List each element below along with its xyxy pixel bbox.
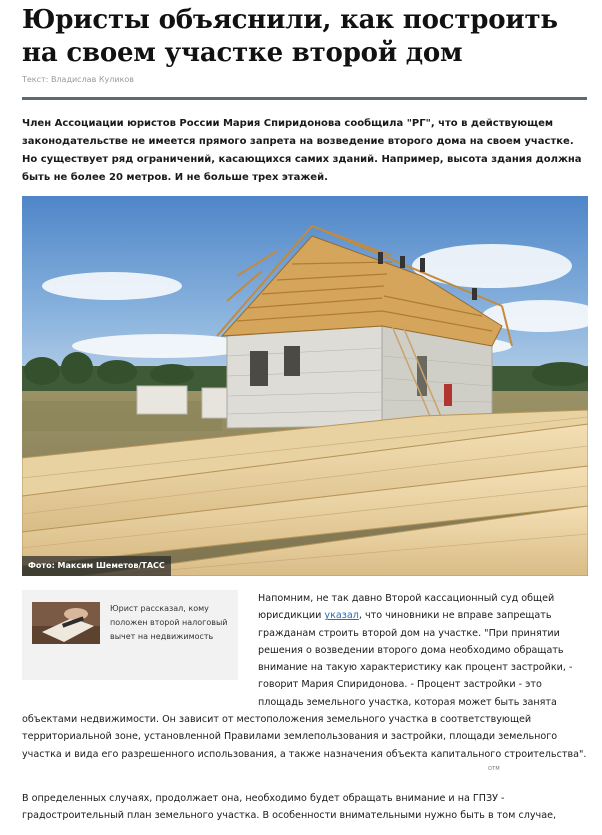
photo-caption: Фото: Максим Шеметов/ТАСС [22, 556, 171, 576]
article-paragraph: В определенных случаях, продолжает она, необходимо будет обращать внимание и на ГПЗУ - градостроительный план земельного участка. В особенности внимательными нужно быть в том случае, [22, 793, 557, 822]
ad-marker[interactable]: ОТМ [488, 766, 500, 772]
related-article-thumbnail[interactable] [32, 602, 100, 644]
article-paragraph-continued: объектами недвижимости. Он зависит от местоположения земельного участка в соответствующей территориальной зоне, установленной Правилами землепользования и застройки, площади земельного участка и вида его разрешенного использования, а также назначения объекта капитального строительства". [22, 714, 587, 760]
article-title: Юристы объяснили, как построить на своем участке второй дом [22, 5, 558, 68]
article-lead: Член Ассоциации юристов России Мария Спиридонова сообщила "РГ", что в действующем законодательстве не имеется прямого запрета на возведение второго дома на своем участке. Но существует ряд ограничений, касающихся самих зданий. Например, высота здания должна быть не более 20 метров. И не больше трех этажей. [22, 118, 582, 183]
court-ruling-link[interactable]: указал [324, 610, 359, 622]
article-byline[interactable]: Текст: Владислав Куликов [22, 75, 135, 84]
article-paragraph [258, 590, 588, 711]
paragraph-text: , что чиновники не вправе запрещать гражданам строить второй дом на участке. "При принятии решения о возведении второго дома необходимо обращать внимание на такую характеристику как процент застройки, - говорит Мария Спиридонова. - Процент застройки - это площадь земельного участка, которая может быть занята [258, 610, 573, 708]
paragraph-text: Напомним, не так давно Второй кассационный суд общей юрисдикции [258, 593, 555, 622]
title-divider [22, 97, 587, 100]
article-photo[interactable] [22, 196, 588, 576]
related-article-card[interactable] [22, 590, 238, 680]
related-article-title[interactable]: Юрист рассказал, кому положен второй налоговый вычет на недвижимость [110, 604, 228, 641]
